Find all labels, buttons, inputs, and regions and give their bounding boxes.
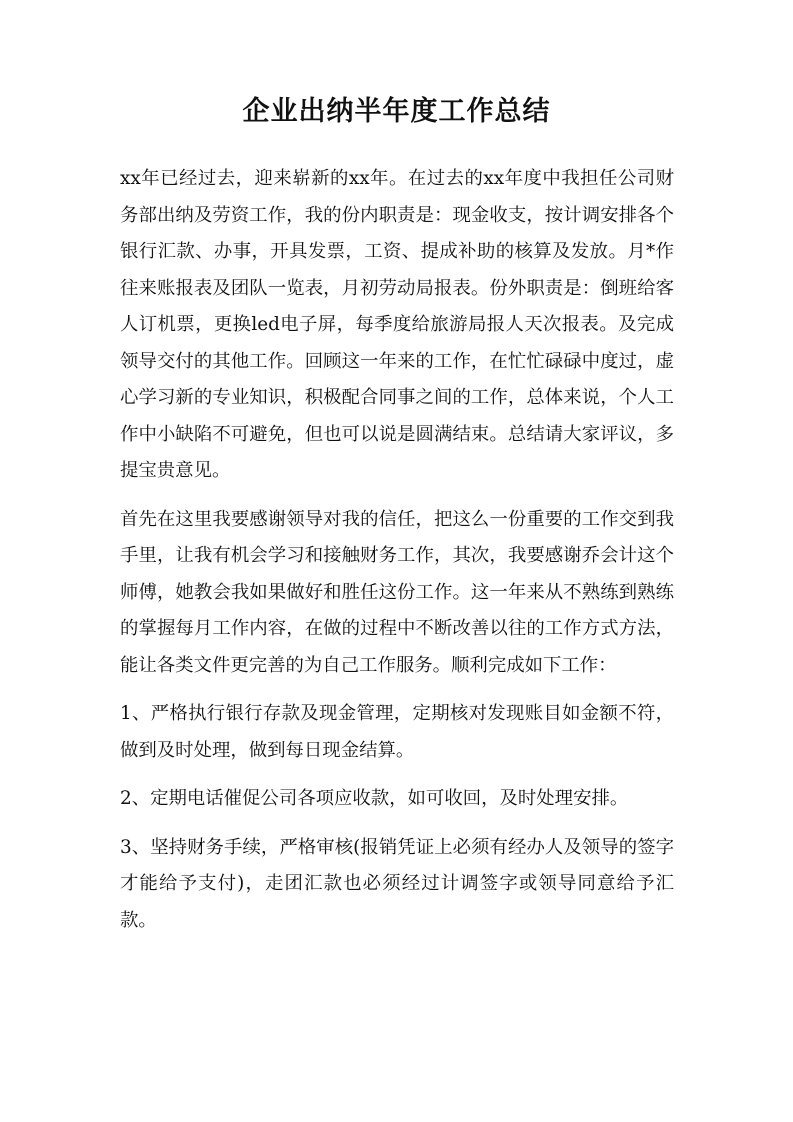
document-title: 企业出纳半年度工作总结 (242, 96, 551, 127)
list-item-3: 3、坚持财务手续，严格审核(报销凭证上必须有经办人及领导的签字才能给予支付)，走团汇款也必须经过计调签字或领导同意给予汇款。 (120, 836, 674, 931)
paragraph-intro: xx年已经过去，迎来崭新的xx年。在过去的xx年度中我担任公司财务部出纳及劳资工作，我的份内职责是：现金收支，按计调安排各个银行汇款、办事，开具发票，工资、提成补助的核算及发放。月*作往来账报表及团队一览表，月初劳动局报表。份外职责是：倒班给客人订机票，更换led电子屏，每季度给旅游局报人天次报表。及完成领导交付的其他工作。回顾这一年来的工作，在忙忙碌碌中度过，虚心学习新的专业知识，积极配合同事之间的工作，总体来说，个人工作中小缺陷不可避免，但也可以说是圆满结束。总结请大家评议，多提宝贵意见。 (120, 168, 674, 481)
list-item-1: 1、严格执行银行存款及现金管理，定期核对发现账目如金额不符，做到及时处理，做到每日现金结算。 (120, 703, 674, 761)
list-item-2: 2、定期电话催促公司各项应收款，如可收回，及时处理安排。 (120, 788, 629, 809)
paragraph-thanks: 首先在这里我要感谢领导对我的信任，把这么一份重要的工作交到我手里，让我有机会学习和接触财务工作，其次，我要感谢乔会计这个师傅，她教会我如果做好和胜任这份工作。这一年来从不熟练到熟练的掌握每月工作内容，在做的过程中不断改善以往的工作方式方法，能让各类文件更完善的为自己工作服务。顺利完成如下工作： (120, 508, 674, 676)
document-body (120, 161, 674, 939)
